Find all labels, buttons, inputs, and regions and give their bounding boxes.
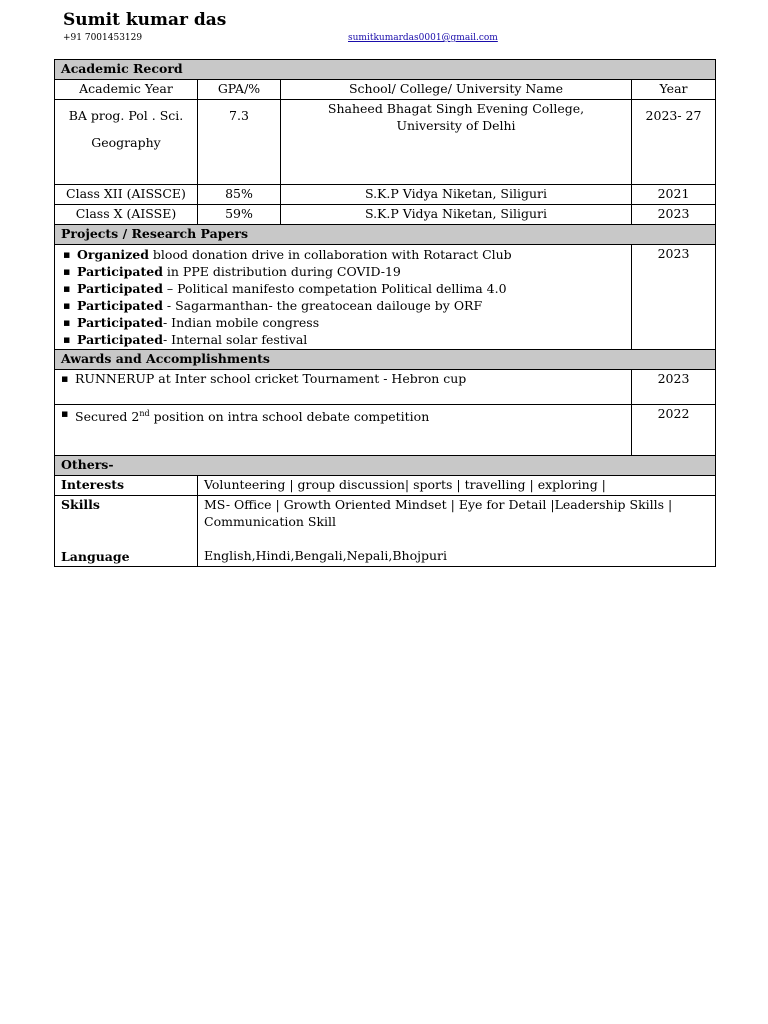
award-2-text: ▪ Secured 2nd position on intra school debate competition (61, 406, 625, 426)
projects-row (55, 245, 716, 350)
class10-school: S.K.P Vidya Niketan, Siliguri (281, 205, 632, 225)
email-link[interactable]: sumitkumardas0001@gmail.com (348, 33, 498, 43)
award-2-year: 2022 (632, 405, 716, 456)
phone-number: +91 7001453129 (63, 33, 143, 43)
ba-school-line1: Shaheed Bhagat Singh Evening College, (327, 101, 585, 116)
interests-row (55, 476, 716, 496)
ba-course-line2: Geography (91, 134, 161, 150)
language-label: Language (61, 548, 130, 564)
candidate-name: Sumit kumar das (63, 10, 227, 30)
ba-gpa: 7.3 (198, 100, 281, 185)
class10-gpa: 59% (198, 205, 281, 225)
award-row-2 (55, 405, 716, 456)
ba-course-line1: BA prog. Pol . Sci. (68, 108, 184, 123)
col-header-school: School/ College/ University Name (281, 80, 632, 100)
skills-language-values (198, 496, 716, 567)
ba-school-line2: University of Delhi (396, 117, 516, 133)
skills-language-labels (55, 496, 198, 567)
projects-list-cell (55, 245, 632, 350)
ba-school-cell (281, 100, 632, 185)
award-1-text-cell (55, 370, 632, 405)
list-item: ▪ Participated - Sagarmanthan- the greatocean dailouge by ORF (63, 297, 625, 314)
class12-school: S.K.P Vidya Niketan, Siliguri (281, 185, 632, 205)
class12-name: Class XII (AISSCE) (55, 185, 198, 205)
list-item: ▪ Participated- Indian mobile congress (63, 314, 625, 331)
ba-year: 2023- 27 (632, 100, 716, 185)
col-header-academic-year: Academic Year (55, 80, 198, 100)
section-title-others: Others- (55, 456, 716, 476)
class10-name: Class X (AISSE) (55, 205, 198, 225)
skills-value: MS- Office | Growth Oriented Mindset | Eye for Detail |Leadership Skills | Communication Skill (204, 497, 673, 529)
awards-header (55, 350, 716, 370)
academic-column-headers (55, 80, 716, 100)
projects-year: 2023 (632, 245, 716, 350)
ba-course-cell (55, 100, 198, 185)
class10-year: 2023 (632, 205, 716, 225)
award-row-1 (55, 370, 716, 405)
table-row-class12 (55, 185, 716, 205)
table-row-ba (55, 100, 716, 185)
others-header (55, 456, 716, 476)
table-row-class10 (55, 205, 716, 225)
list-item: ▪ Participated – Political manifesto competation Political dellima 4.0 (63, 280, 625, 297)
list-item: ▪ Participated in PPE distribution during COVID-19 (63, 263, 625, 280)
interests-label: Interests (55, 476, 198, 496)
skills-label: Skills (61, 497, 100, 512)
section-title-projects: Projects / Research Papers (55, 225, 716, 245)
award-2-text-cell (55, 405, 632, 456)
list-item: ▪ Organized blood donation drive in collaboration with Rotaract Club (63, 246, 625, 263)
skills-language-row (55, 496, 716, 567)
interests-value: Volunteering | group discussion| sports | travelling | exploring | (198, 476, 716, 496)
award-1-text: ▪ RUNNERUP at Inter school cricket Tournament - Hebron cup (61, 371, 625, 388)
col-header-gpa: GPA/% (198, 80, 281, 100)
section-title-awards: Awards and Accomplishments (55, 350, 716, 370)
resume-table (54, 59, 716, 567)
class12-gpa: 85% (198, 185, 281, 205)
academic-record-header (55, 60, 716, 80)
list-item: ▪ Participated- Internal solar festival (63, 331, 625, 348)
language-value: English,Hindi,Bengali,Nepali,Bhojpuri (204, 548, 448, 563)
award-1-year: 2023 (632, 370, 716, 405)
class12-year: 2021 (632, 185, 716, 205)
section-title-academic: Academic Record (55, 60, 716, 80)
projects-header (55, 225, 716, 245)
projects-list (61, 246, 625, 348)
col-header-year: Year (632, 80, 716, 100)
